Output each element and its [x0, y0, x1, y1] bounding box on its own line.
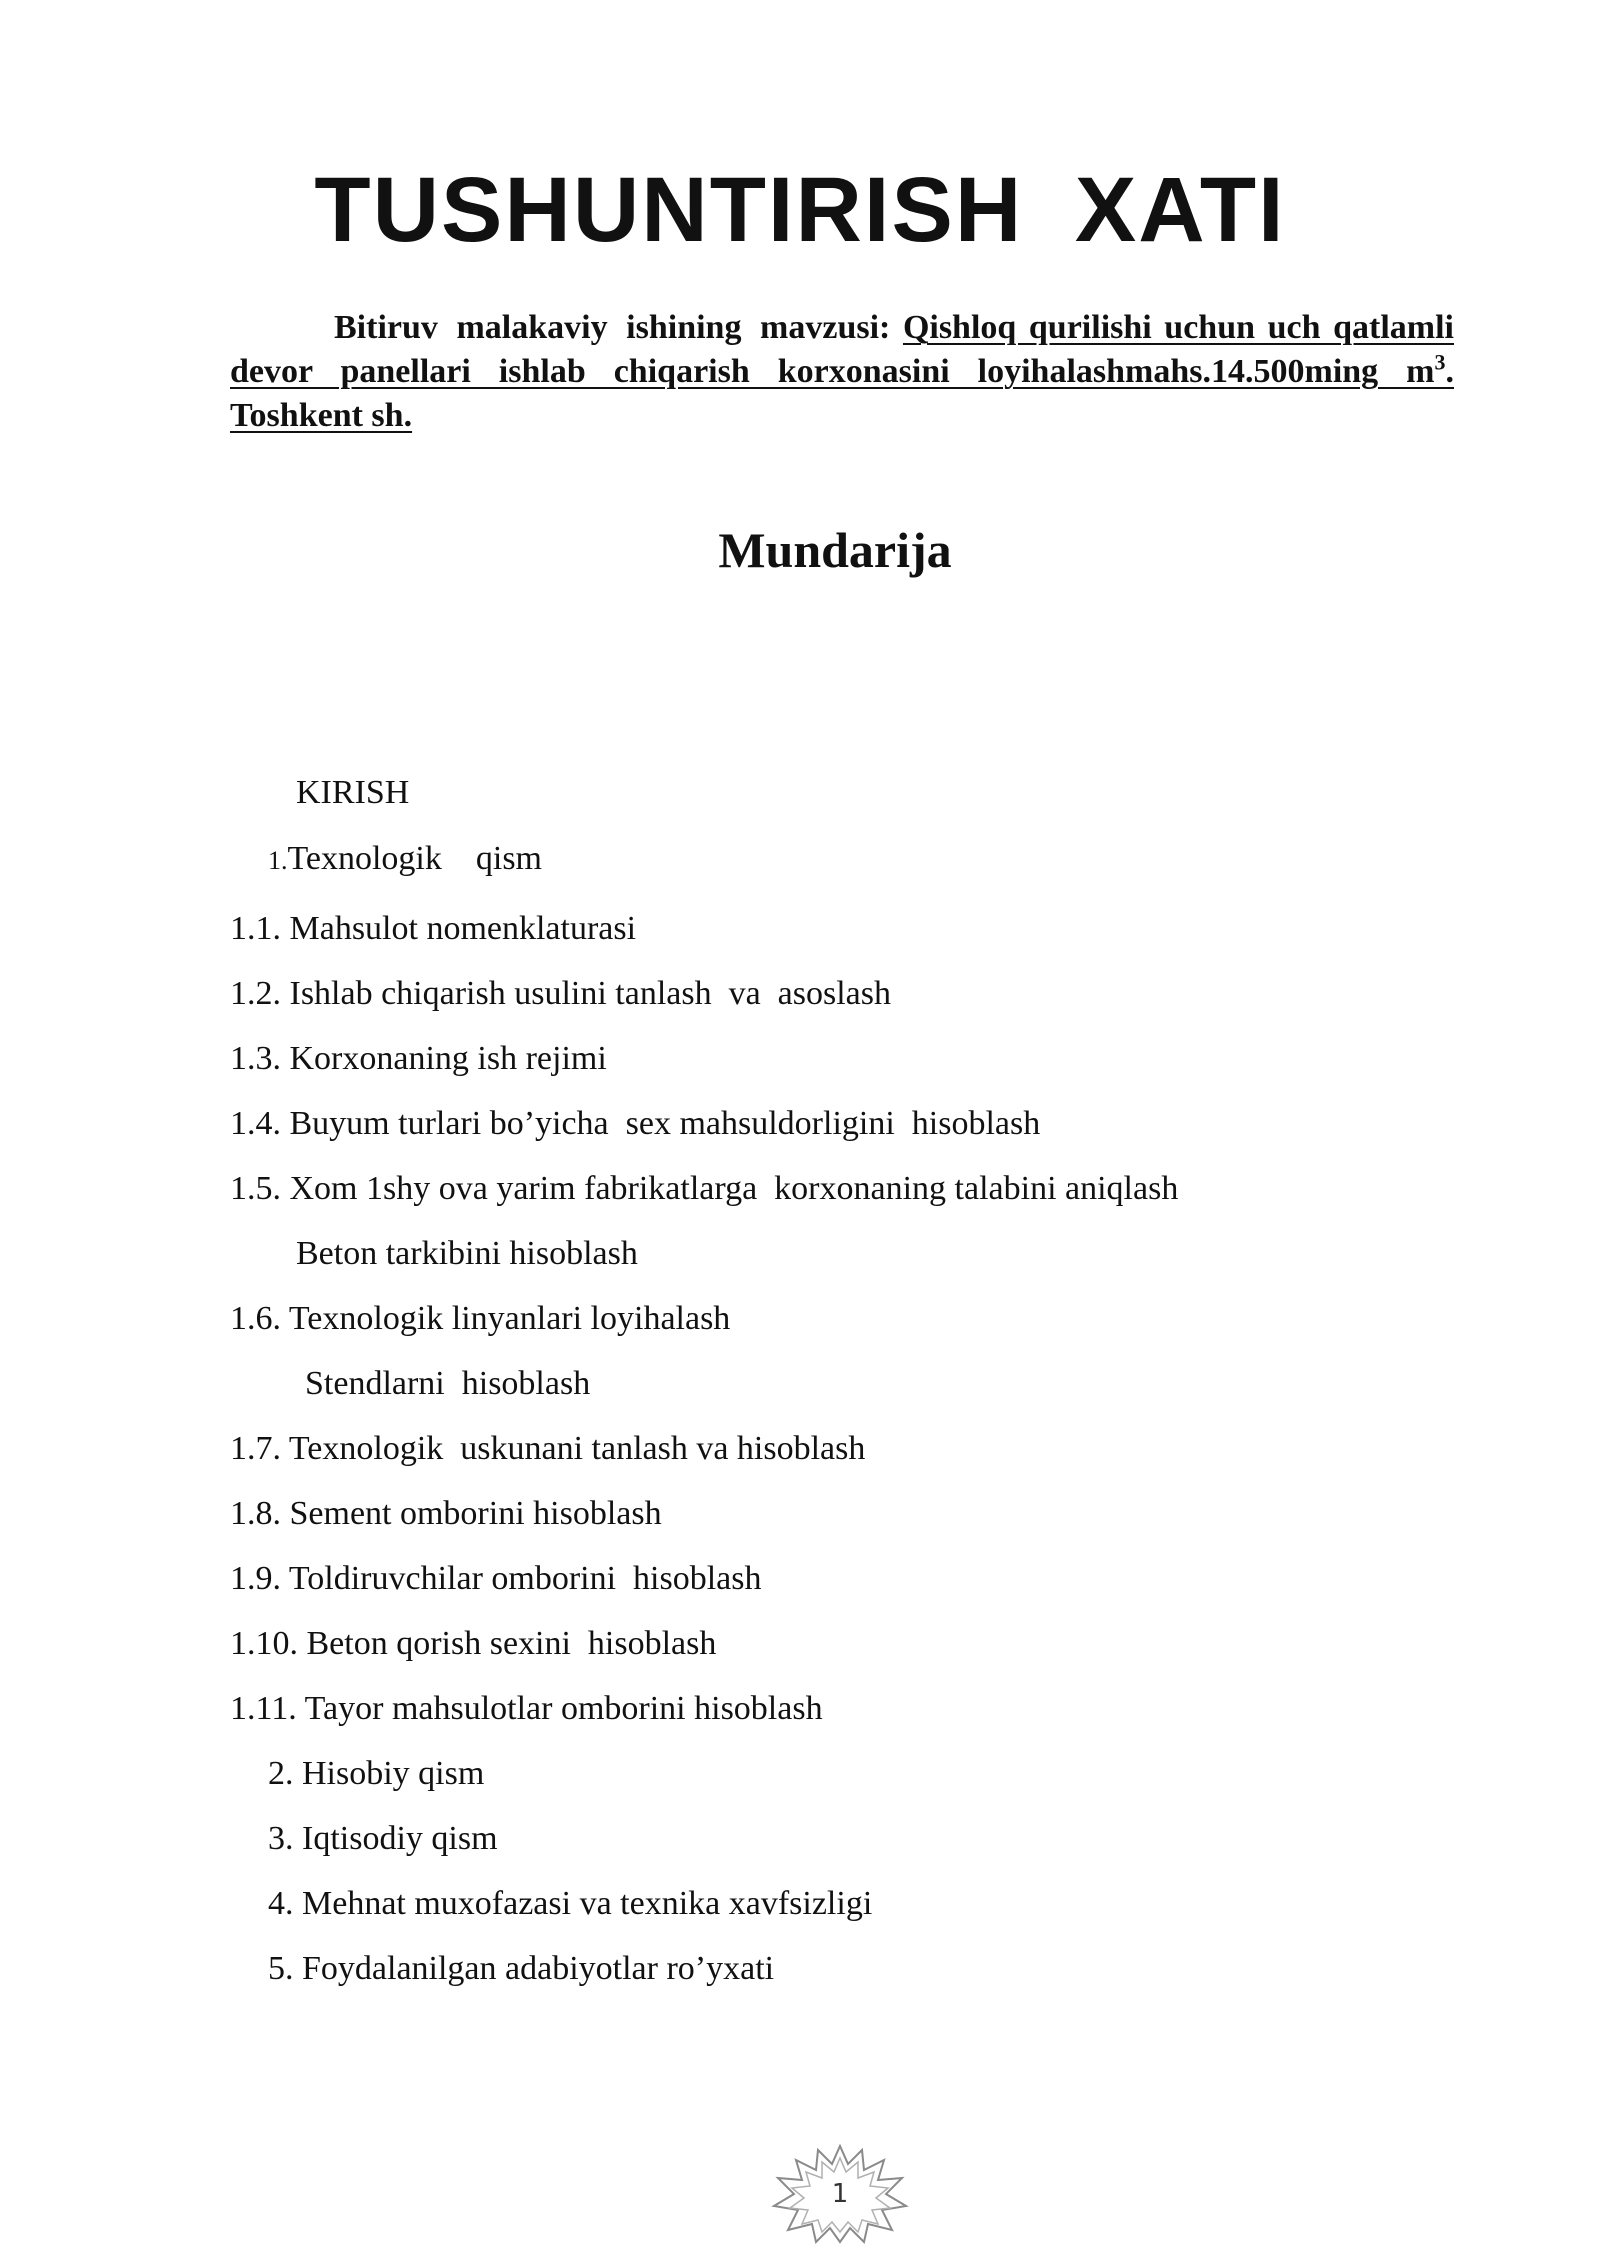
toc-item-1-9 [230, 1558, 762, 1600]
toc-item-text: Beton qorish sexini hisoblash [306, 1625, 717, 1662]
contents-heading: Mundarija [718, 522, 952, 578]
toc-item-1-7 [230, 1428, 865, 1470]
toc-item-1-8 [230, 1493, 662, 1535]
toc-item-5 [268, 1948, 774, 1990]
topic-text: Qishloq qurilishi uchun uch qatlamli devor panellari ishlab chiqarish korxonasini loyihalashmahs.14.500ming m [230, 309, 1454, 390]
toc-item-number: 3. [268, 1820, 294, 1857]
toc-item-1-10 [230, 1623, 716, 1665]
toc-item-text: Foydalanilgan adabiyotlar ro’yxati [302, 1950, 775, 1987]
toc-item-text: Texnologik linyanlari loyihalash [288, 1300, 731, 1337]
toc-item-number: 1.9. [230, 1560, 281, 1597]
toc-item-text: Iqtisodiy qism [302, 1820, 498, 1857]
page-number: 1 [831, 2179, 849, 2209]
toc-item-number: 1.7. [230, 1430, 281, 1467]
toc-item-text: Mehnat muxofazasi va texnika xavfsizligi [302, 1885, 873, 1922]
toc-item-number: 1.3. [230, 1040, 281, 1077]
toc-item-1-1 [230, 908, 636, 950]
toc-item-text: KIRISH [296, 774, 410, 811]
topic-superscript: 3 [1434, 349, 1446, 375]
toc-item-text: Korxonaning ish rejimi [289, 1040, 607, 1077]
toc-item-text: Beton tarkibini hisoblash [296, 1235, 638, 1272]
toc-item-text: Tayor mahsulotlar omborini hisoblash [304, 1690, 823, 1727]
toc-item-text: Mahsulot nomenklaturasi [289, 910, 637, 947]
toc-item-number: 1.5. [230, 1170, 281, 1207]
toc-item-number: 1.2. [230, 975, 281, 1012]
toc-item-1 [268, 838, 542, 882]
toc-item-1-6 [230, 1298, 730, 1340]
toc-item-number: 1.1. [230, 910, 281, 947]
toc-item-2 [268, 1753, 484, 1795]
toc-item-number: 1.8. [230, 1495, 281, 1532]
toc-item-1-5 [230, 1168, 1178, 1210]
document-title: TUSHUNTIRISH XATI [314, 159, 1286, 261]
toc-item-number: 1.4. [230, 1105, 281, 1142]
toc-item-1-2 [230, 973, 891, 1015]
toc-item-text: Hisobiy qism [302, 1755, 485, 1792]
toc-item-text: Sement omborini hisoblash [289, 1495, 662, 1532]
toc-item-text: Texnologik qism [287, 840, 543, 877]
toc-item-kirish [296, 772, 409, 814]
toc-item-text: Stendlarni hisoblash [305, 1365, 591, 1402]
topic-city: . Toshkent sh. [230, 353, 1454, 434]
toc-item-number: 1. [268, 846, 288, 875]
toc-item-text: Xom 1shy ova yarim fabrikatlarga korxonaning talabini aniqlash [289, 1170, 1179, 1207]
toc-item-text: Buyum turlari bo’yicha sex mahsuldorligini hisoblash [289, 1105, 1041, 1142]
toc-item-3 [268, 1818, 498, 1860]
toc-item-text: Toldiruvchilar omborini hisoblash [288, 1560, 762, 1597]
toc-item-1-3 [230, 1038, 607, 1080]
page-number-badge [770, 2144, 910, 2244]
toc-item-1-11 [230, 1688, 823, 1730]
toc-item-number: 1.11. [230, 1690, 297, 1727]
toc-item-4 [268, 1883, 872, 1925]
toc-item-number: 2. [268, 1755, 294, 1792]
toc-item-number: 1.6. [230, 1300, 281, 1337]
toc-item-1-4 [230, 1103, 1040, 1145]
toc-item-number: 5. [268, 1950, 294, 1987]
toc-item-number: 4. [268, 1885, 294, 1922]
toc-item-text: Texnologik uskunani tanlash va hisoblash [288, 1430, 866, 1467]
toc-subitem-beton-tarkibi [296, 1233, 638, 1275]
toc-subitem-stendlar [305, 1363, 590, 1405]
topic-label: Bitiruv malakaviy ishining mavzusi: [334, 309, 891, 346]
toc-item-number: 1.10. [230, 1625, 298, 1662]
toc-item-text: Ishlab chiqarish usulini tanlash va asoslash [289, 975, 892, 1012]
